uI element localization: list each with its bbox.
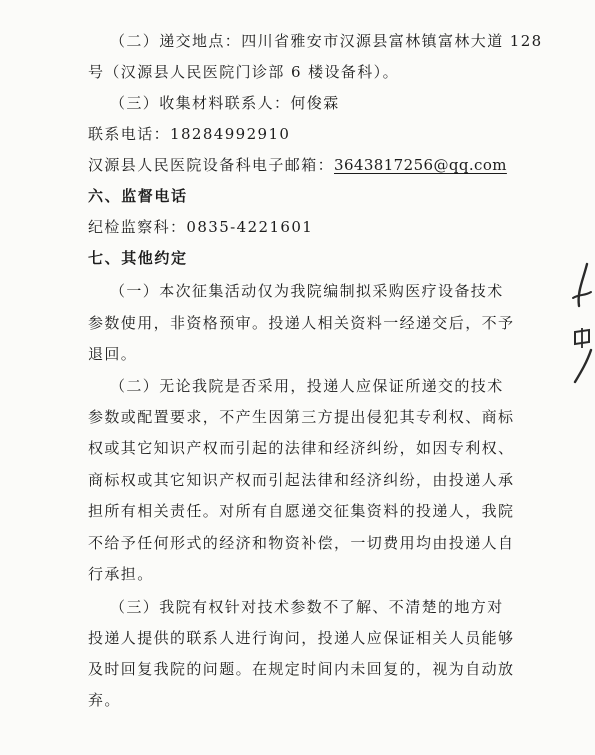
clause-two-line-6: 不给予任何形式的经济和物资补偿，一切费用均由投递人自 — [88, 534, 515, 552]
clause-three-line-2: 投递人提供的联系人进行询问，投递人应保证相关人员能够 — [88, 629, 515, 647]
clause-one-line-2: 参数使用，非资格预审。投递人相关资料一经递交后，不予 — [88, 314, 515, 332]
contact-person-line: （三）收集材料联系人：何俊霖 — [110, 94, 340, 112]
clause-two-line-7: 行承担。 — [88, 565, 154, 583]
clause-three-line-4: 弃。 — [88, 691, 121, 709]
clause-two-line-3: 权或其它知识产权而引起的法律和经济纠纷，如因专利权、 — [88, 439, 515, 457]
supervision-phone-line: 纪检监察科：0835-4221601 — [88, 218, 314, 236]
clause-two-line-2: 参数或配置要求，不产生因第三方提出侵犯其专利权、商标 — [88, 408, 515, 426]
clause-two-line-4: 商标权或其它知识产权而引起法律和经济纠纷，由投递人承 — [88, 471, 515, 489]
clause-two-line-1: （二）无论我院是否采用，投递人应保证所递交的技术 — [110, 377, 504, 395]
clause-one-line-1: （一）本次征集活动仅为我院编制拟采购医疗设备技术 — [110, 282, 504, 300]
email-address: 3643817256@qq.com — [334, 156, 507, 174]
delivery-address-line-1: （二）递交地点：四川省雅安市汉源县富林镇富林大道 128 — [110, 32, 543, 50]
section-six-heading: 六、监督电话 — [88, 187, 188, 205]
clause-three-line-1: （三）我院有权针对技术参数不了解、不清楚的地方对 — [110, 598, 504, 616]
section-seven-heading: 七、其他约定 — [88, 249, 188, 267]
seal-edge-mark — [569, 258, 595, 388]
clause-three-line-3: 及时回复我院的问题。在规定时间内未回复的，视为自动放 — [88, 660, 515, 678]
clause-one-line-3: 退回。 — [88, 345, 138, 363]
email-line — [88, 155, 507, 175]
clause-two-line-5: 担所有相关责任。对所有自愿递交征集资料的投递人，我院 — [88, 502, 515, 520]
contact-phone-line: 联系电话：18284992910 — [88, 125, 291, 143]
delivery-address-line-2: 号（汉源县人民医院门诊部 6 楼设备科）。 — [88, 63, 399, 81]
email-label: 汉源县人民医院设备科电子邮箱： — [88, 156, 335, 174]
